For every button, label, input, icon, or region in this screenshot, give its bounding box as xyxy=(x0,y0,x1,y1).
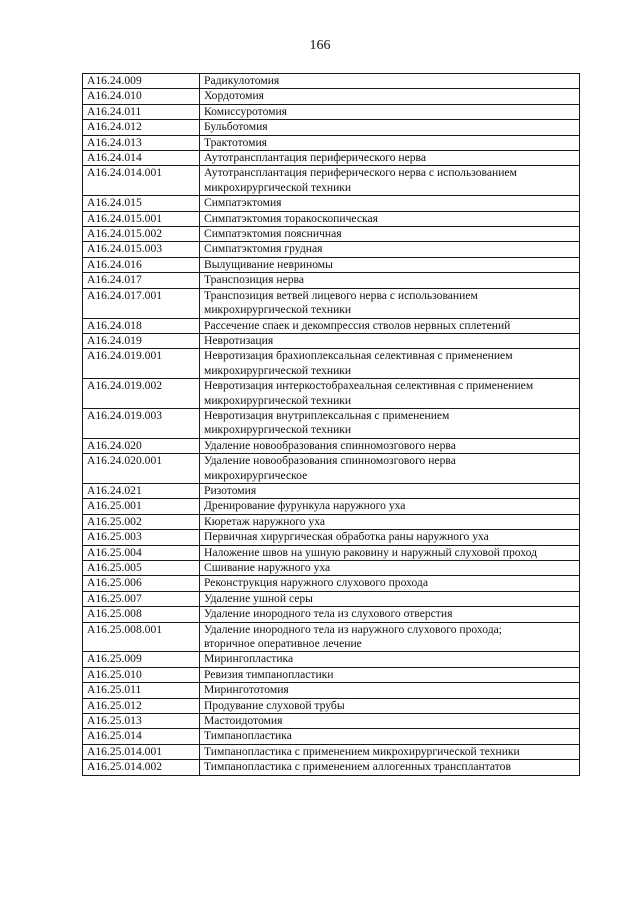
table-row xyxy=(83,120,580,135)
table-row xyxy=(83,379,580,409)
procedure-code: A16.24.013 xyxy=(83,135,200,150)
procedure-code: A16.24.015 xyxy=(83,196,200,211)
procedure-name xyxy=(200,667,580,682)
procedure-name xyxy=(200,698,580,713)
procedure-codes-table xyxy=(82,73,580,776)
procedure-name xyxy=(200,622,580,652)
procedure-name xyxy=(200,196,580,211)
procedure-code: A16.24.019.003 xyxy=(83,408,200,438)
procedure-name xyxy=(200,257,580,272)
procedure-code: A16.25.008 xyxy=(83,607,200,622)
procedure-code: A16.25.009 xyxy=(83,652,200,667)
procedure-code: A16.25.014 xyxy=(83,729,200,744)
procedure-code: A16.25.012 xyxy=(83,698,200,713)
procedure-name-line: Ризотомия xyxy=(204,483,257,497)
procedure-name-line: Невротизация xyxy=(204,333,274,347)
procedure-name xyxy=(200,530,580,545)
procedure-name-line: Транспозиция ветвей лицевого нерва с использованием xyxy=(204,288,478,302)
procedure-name xyxy=(200,744,580,759)
procedure-name-line: микрохирургической техники xyxy=(204,363,352,377)
procedure-name-line: микрохирургической техники xyxy=(204,423,352,437)
procedure-name-line: Вылущивание невриномы xyxy=(204,257,333,271)
procedure-code: A16.25.006 xyxy=(83,576,200,591)
procedure-code: A16.25.011 xyxy=(83,683,200,698)
table-row xyxy=(83,714,580,729)
procedure-name-line: Удаление ушной серы xyxy=(204,591,313,605)
table-row xyxy=(83,349,580,379)
procedure-code: A16.24.012 xyxy=(83,120,200,135)
table-row xyxy=(83,288,580,318)
procedure-name xyxy=(200,74,580,89)
procedure-name-line: вторичное оперативное лечение xyxy=(204,637,362,651)
procedure-code: A16.25.014.002 xyxy=(83,760,200,775)
procedure-name xyxy=(200,333,580,348)
procedure-name xyxy=(200,318,580,333)
table-row xyxy=(83,408,580,438)
procedure-name-line: микрохирургическое xyxy=(204,468,308,482)
procedure-code: A16.25.008.001 xyxy=(83,622,200,652)
procedure-name-line: Аутотрансплантация периферического нерва с использованием xyxy=(204,166,517,180)
procedure-name xyxy=(200,89,580,104)
procedure-name-line: Тимпанопластика xyxy=(204,729,292,743)
procedure-code: A16.24.015.002 xyxy=(83,227,200,242)
procedure-name xyxy=(200,652,580,667)
table-row xyxy=(83,683,580,698)
procedure-name xyxy=(200,379,580,409)
table-row xyxy=(83,561,580,576)
procedure-name xyxy=(200,499,580,514)
procedure-name-line: Комиссуротомия xyxy=(204,104,288,118)
procedure-code: A16.25.014.001 xyxy=(83,744,200,759)
procedure-name-line: Мирингототомия xyxy=(204,683,289,697)
procedure-name xyxy=(200,438,580,453)
table-row xyxy=(83,151,580,166)
table-row xyxy=(83,227,580,242)
procedure-name-line: Аутотрансплантация периферического нерва xyxy=(204,151,427,165)
procedure-code: A16.25.005 xyxy=(83,561,200,576)
procedure-name xyxy=(200,242,580,257)
procedure-code: A16.25.013 xyxy=(83,714,200,729)
table-row xyxy=(83,318,580,333)
procedure-code: A16.25.010 xyxy=(83,667,200,682)
procedure-name-line: Хордотомия xyxy=(204,89,264,103)
procedure-name xyxy=(200,227,580,242)
procedure-name-line: Симпатэктомия грудная xyxy=(204,242,323,256)
table-row xyxy=(83,242,580,257)
procedure-name xyxy=(200,120,580,135)
procedure-name xyxy=(200,545,580,560)
procedure-code: A16.24.020 xyxy=(83,438,200,453)
procedure-name-line: Невротизация интеркостобрахеальная селективная с применением xyxy=(204,379,534,393)
procedure-name-line: Удаление инородного тела из слухового отверстия xyxy=(204,607,453,621)
procedure-code: A16.24.020.001 xyxy=(83,454,200,484)
procedure-name-line: Невротизация брахиоплексальная селективная с применением xyxy=(204,349,513,363)
procedure-name xyxy=(200,104,580,119)
table-row xyxy=(83,273,580,288)
procedure-code: A16.25.003 xyxy=(83,530,200,545)
procedure-name xyxy=(200,349,580,379)
procedure-name-line: Наложение швов на ушную раковину и наружный слуховой проход xyxy=(204,545,538,559)
table-row xyxy=(83,576,580,591)
procedure-name-line: Ревизия тимпанопластики xyxy=(204,667,334,681)
table-row xyxy=(83,514,580,529)
procedure-name-line: Симпатэктомия торакоскопическая xyxy=(204,211,378,225)
procedure-name-line: Удаление новообразования спинномозгового нерва xyxy=(204,438,456,452)
table-row xyxy=(83,135,580,150)
procedure-name-line: Тимпанопластика с применением микрохирургической техники xyxy=(204,744,520,758)
procedure-name xyxy=(200,273,580,288)
table-row xyxy=(83,607,580,622)
procedure-name-line: микрохирургической техники xyxy=(204,393,352,407)
table-row xyxy=(83,530,580,545)
procedure-code: A16.24.014 xyxy=(83,151,200,166)
procedure-name xyxy=(200,211,580,226)
procedure-name-line: микрохирургической техники xyxy=(204,303,352,317)
procedure-code: A16.24.019.002 xyxy=(83,379,200,409)
table-row xyxy=(83,196,580,211)
procedure-code: A16.25.007 xyxy=(83,591,200,606)
table-row xyxy=(83,104,580,119)
table-row xyxy=(83,622,580,652)
procedure-code: A16.25.004 xyxy=(83,545,200,560)
procedure-name-line: Дренирование фурункула наружного уха xyxy=(204,499,406,513)
procedure-code: A16.24.017.001 xyxy=(83,288,200,318)
procedure-name xyxy=(200,729,580,744)
procedure-code: A16.24.009 xyxy=(83,74,200,89)
table-row xyxy=(83,333,580,348)
procedure-name xyxy=(200,591,580,606)
procedure-code: A16.25.001 xyxy=(83,499,200,514)
procedure-name-line: Бульботомия xyxy=(204,120,268,134)
procedure-name-line: Реконструкция наружного слухового прохода xyxy=(204,576,428,590)
procedure-code: A16.24.017 xyxy=(83,273,200,288)
procedure-name-line: Удаление новообразования спинномозгового нерва xyxy=(204,454,456,468)
table-row xyxy=(83,166,580,196)
table-row xyxy=(83,74,580,89)
procedure-name-line: Сшивание наружного уха xyxy=(204,561,331,574)
table-row xyxy=(83,744,580,759)
procedure-code: A16.24.010 xyxy=(83,89,200,104)
procedure-code: A16.24.018 xyxy=(83,318,200,333)
table-row xyxy=(83,499,580,514)
procedure-name-line: Невротизация внутриплексальная с применением xyxy=(204,408,450,422)
table-row xyxy=(83,698,580,713)
procedure-name xyxy=(200,408,580,438)
procedure-code: A16.24.019 xyxy=(83,333,200,348)
table-row xyxy=(83,667,580,682)
procedure-name xyxy=(200,561,580,576)
procedure-name xyxy=(200,514,580,529)
procedure-code: A16.24.014.001 xyxy=(83,166,200,196)
procedure-name-line: Трактотомия xyxy=(204,135,267,149)
table-row xyxy=(83,760,580,775)
table-row xyxy=(83,729,580,744)
procedure-name xyxy=(200,454,580,484)
procedure-code: A16.24.015.001 xyxy=(83,211,200,226)
procedure-name xyxy=(200,166,580,196)
procedure-name xyxy=(200,683,580,698)
procedure-name xyxy=(200,760,580,775)
procedure-name-line: Рассечение спаек и декомпрессия стволов нервных сплетений xyxy=(204,318,511,332)
procedure-name xyxy=(200,714,580,729)
procedure-name-line: Радикулотомия xyxy=(204,74,280,87)
procedure-name-line: Продувание слуховой трубы xyxy=(204,698,345,712)
table-body xyxy=(83,74,580,776)
procedure-code: A16.24.016 xyxy=(83,257,200,272)
table-row xyxy=(83,483,580,498)
procedure-name-line: Мирингопластика xyxy=(204,652,294,666)
procedure-name-line: Симпатэктомия поясничная xyxy=(204,227,342,241)
procedure-name-line: Тимпанопластика с применением аллогенных трансплантатов xyxy=(204,760,511,774)
table-row xyxy=(83,591,580,606)
procedure-code: A16.24.021 xyxy=(83,483,200,498)
procedure-name-line: Мастоидотомия xyxy=(204,714,283,728)
procedure-name-line: Симпатэктомия xyxy=(204,196,282,210)
procedure-name xyxy=(200,288,580,318)
table-row xyxy=(83,652,580,667)
procedure-code: A16.24.019.001 xyxy=(83,349,200,379)
procedure-code: A16.24.011 xyxy=(83,104,200,119)
procedure-name xyxy=(200,483,580,498)
procedure-name-line: Транспозиция нерва xyxy=(204,273,304,287)
table-row xyxy=(83,89,580,104)
table-row xyxy=(83,257,580,272)
procedure-name xyxy=(200,135,580,150)
procedure-name-line: Удаление инородного тела из наружного слухового прохода; xyxy=(204,622,503,636)
procedure-name xyxy=(200,151,580,166)
table-row xyxy=(83,454,580,484)
procedure-code: A16.24.015.003 xyxy=(83,242,200,257)
table-row xyxy=(83,545,580,560)
procedure-name xyxy=(200,607,580,622)
procedure-name-line: Кюретаж наружного уха xyxy=(204,514,325,528)
procedure-code: A16.25.002 xyxy=(83,514,200,529)
table-row xyxy=(83,211,580,226)
table-row xyxy=(83,438,580,453)
page-number: 166 xyxy=(309,38,331,53)
procedure-name-line: Первичная хирургическая обработка раны наружного уха xyxy=(204,530,489,544)
procedure-name-line: микрохирургической техники xyxy=(204,180,352,194)
procedure-name xyxy=(200,576,580,591)
